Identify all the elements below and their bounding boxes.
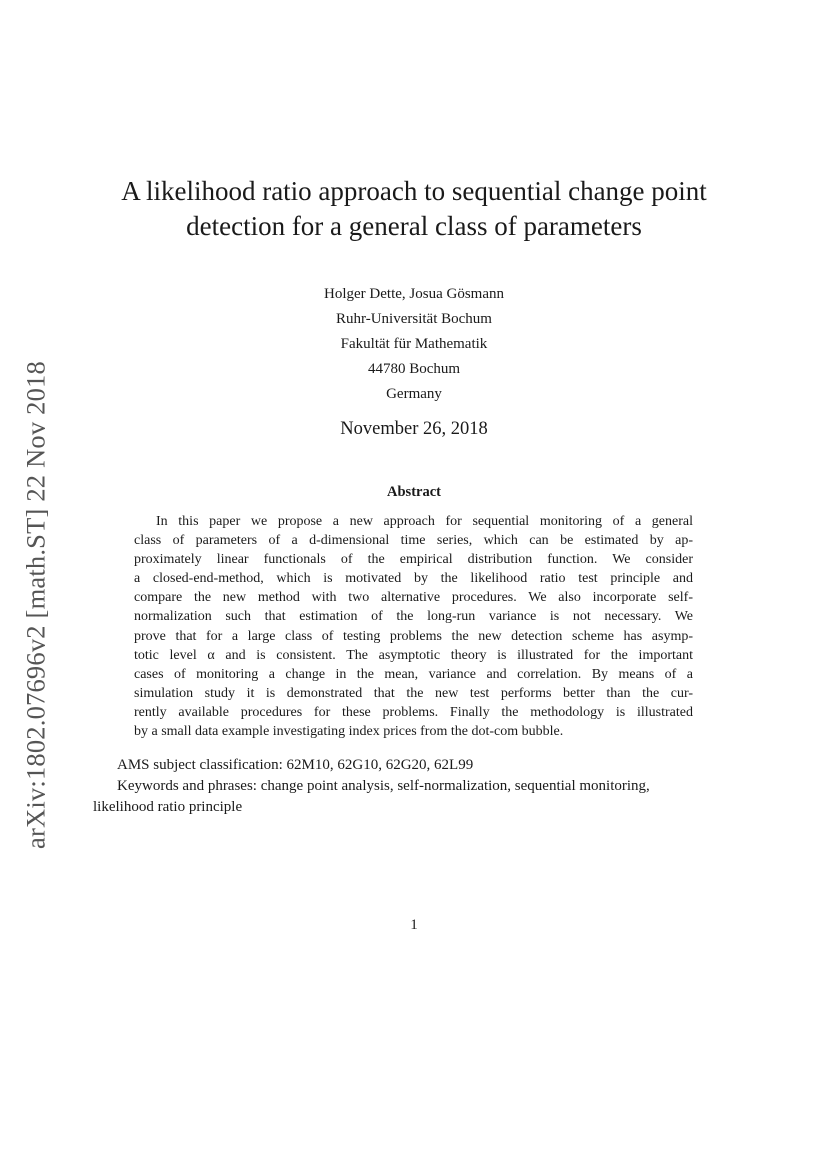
paper-date: November 26, 2018 — [340, 419, 488, 439]
page-number: 1 — [410, 917, 418, 933]
paper-title — [60, 174, 768, 244]
abstract-line: by a small data example investigating index prices from the dot-com bubble. — [134, 724, 564, 740]
ams-classification: AMS subject classification: 62M10, 62G10, 62G20, 62L99 — [117, 757, 474, 773]
abstract-line: normalization such that estimation of the long-run variance is not necessary. We — [134, 609, 693, 625]
abstract-line: rently available procedures for these problems. Finally the methodology is illustrated — [134, 704, 693, 720]
abstract-line: proximately linear functionals of the empirical distribution function. We consider — [134, 552, 693, 568]
author-block — [214, 282, 614, 407]
author-country: Germany — [386, 386, 442, 402]
arxiv-identifier-stamp: arXiv:1802.07696v2 [math.ST] 22 Nov 2018 — [20, 361, 51, 849]
author-postal-code: 44780 Bochum — [367, 361, 461, 377]
title-line: detection for a general class of parameters — [186, 211, 642, 241]
title-line: A likelihood ratio approach to sequential change point — [121, 176, 707, 206]
abstract-line: simulation study it is demonstrated that the new test performs better than the cur- — [134, 685, 693, 701]
keywords-line: likelihood ratio principle — [93, 798, 243, 815]
keywords-block — [93, 776, 735, 817]
abstract-line: a closed-end-method, which is motivated by the likelihood ratio test principle and — [134, 571, 693, 587]
abstract-line: class of parameters of a d-dimensional time series, which can be estimated by ap- — [134, 533, 693, 549]
keywords-line: Keywords and phrases: change point analysis, self-normalization, sequential monitoring, — [117, 778, 650, 794]
author-faculty: Fakultät für Mathematik — [340, 336, 488, 352]
abstract-heading: Abstract — [387, 484, 441, 500]
author-names: Holger Dette, Josua Gösmann — [324, 286, 504, 302]
abstract-line: totic level α and is consistent. The asymptotic theory is illustrated for the important — [134, 647, 693, 663]
author-university: Ruhr-Universität Bochum — [336, 311, 492, 327]
abstract-line: compare the new method with two alternative procedures. We also incorporate self- — [134, 590, 693, 606]
abstract-line: prove that for a large class of testing problems the new detection scheme has asymp- — [134, 628, 693, 644]
abstract-line: In this paper we propose a new approach for sequential monitoring of a general — [156, 514, 693, 529]
abstract-body — [134, 512, 693, 741]
abstract-line: cases of monitoring a change in the mean, variance and correlation. By means of a — [134, 666, 693, 682]
